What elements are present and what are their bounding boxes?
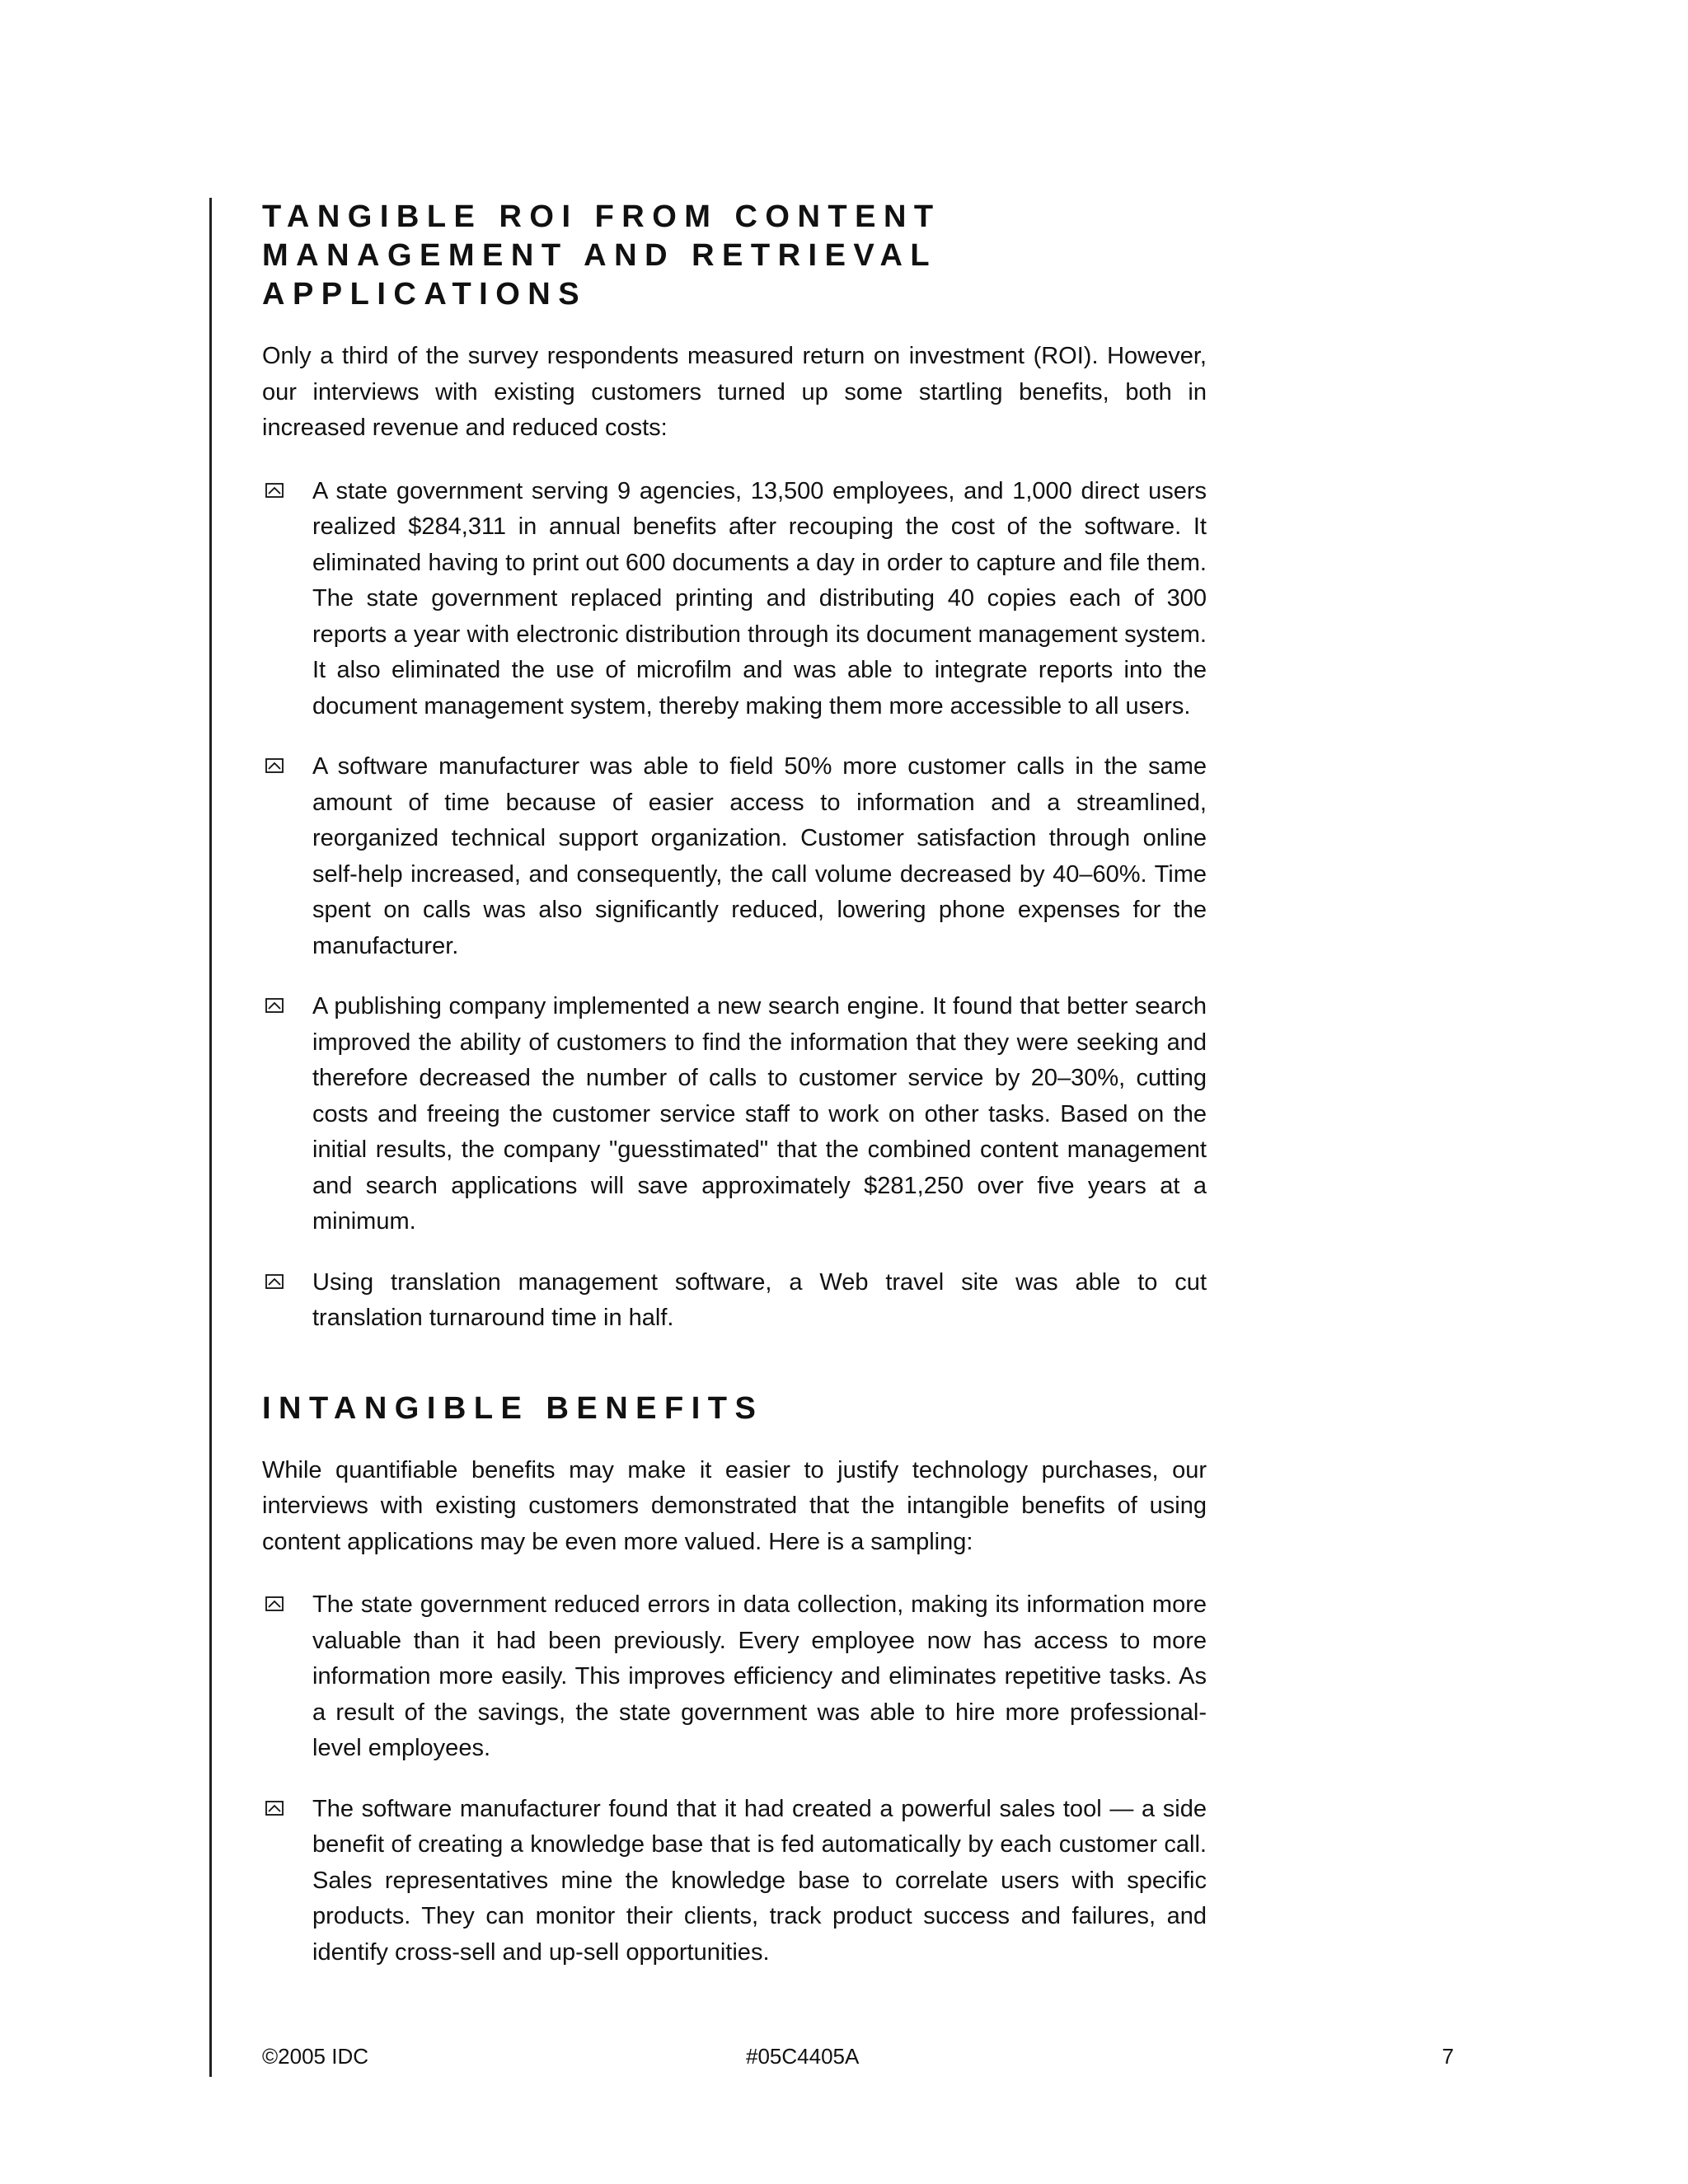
footer-page-number: 7 bbox=[1442, 2044, 1454, 2069]
list-item bbox=[262, 989, 1207, 1240]
bullet-text: A publishing company implemented a new search engine. It found that better search improved the ability of customers to find the information that they were seeking and therefore decreased the number of calls to customer service by 20–30%, cutting costs and freeing the customer service staff to work on other tasks. Based on the initial results, the company "guesstimated" that the combined content management and search applications will save approximately $281,250 over five years at a minimum. bbox=[312, 993, 1207, 1235]
section-intro-intangible-benefits: While quantifiable benefits may make it easier to justify technology purchases, our interviews with existing customers demonstrated that the intangible benefits of using content applications may be even more valued. Here is a sampling: bbox=[262, 1456, 1207, 1555]
section-heading-tangible-roi: TANGIBLE ROI FROM CONTENT MANAGEMENT AND RETRIEVAL APPLICATIONS bbox=[262, 199, 941, 312]
envelope-box-icon bbox=[265, 1801, 284, 1816]
list-item bbox=[262, 749, 1207, 964]
bullet-list-tangible-roi bbox=[262, 474, 1207, 1337]
list-item bbox=[262, 1265, 1207, 1337]
envelope-box-icon bbox=[265, 1596, 284, 1611]
footer-copyright: ©2005 IDC bbox=[262, 2044, 368, 2069]
section-heading-intangible-benefits: INTANGIBLE BENEFITS bbox=[262, 1390, 764, 1426]
bullet-list-intangible-benefits bbox=[262, 1587, 1207, 1971]
bullet-text: A software manufacturer was able to field 50% more customer calls in the same amount of time because of easier access to information and a streamlined, reorganized technical support organization. Customer satisfaction through online self-help increased, and consequently, the call volume decreased by 40–60%. Time spent on calls was also significantly reduced, lowering phone expenses for the manufacturer. bbox=[312, 753, 1207, 959]
envelope-box-icon bbox=[265, 998, 284, 1013]
envelope-box-icon bbox=[265, 758, 284, 773]
section-intro-tangible-roi: Only a third of the survey respondents measured return on investment (ROI). However, our interviews with existing customers turned up some startling benefits, both in increased revenue and reduced costs: bbox=[262, 343, 1207, 441]
list-item bbox=[262, 1587, 1207, 1767]
bullet-text: The software manufacturer found that it had created a powerful sales tool — a side benefit of creating a knowledge base that is fed automatically by each customer call. Sales representatives mine the knowledge base to correlate users with specific products. They can monitor their clients, track product success and failures, and identify cross-sell and up-sell opportunities. bbox=[312, 1795, 1207, 1966]
margin-rule bbox=[209, 198, 212, 2077]
document-body bbox=[262, 198, 1207, 1971]
envelope-box-icon bbox=[265, 1274, 284, 1289]
footer-document-id: #05C4405A bbox=[746, 2044, 860, 2069]
bullet-text: Using translation management software, a Web travel site was able to cut translation turnaround time in half. bbox=[312, 1268, 1207, 1331]
envelope-box-icon bbox=[265, 483, 284, 498]
bullet-text: The state government reduced errors in data collection, making its information more valuable than it had been previously. Every employee now has access to more information more easily. This improves efficiency and eliminates repetitive tasks. As a result of the savings, the state government was able to hire more professional-level employees. bbox=[312, 1591, 1207, 1761]
bullet-text: A state government serving 9 agencies, 13,500 employees, and 1,000 direct users realized $284,311 in annual benefits after recouping the cost of the software. It eliminated having to print out 600 documents a day in order to capture and file them. The state government replaced printing and distributing 40 copies each of 300 reports a year with electronic distribution through its document management system. It also eliminated the use of microfilm and was able to integrate reports into the document management system, thereby making them more accessible to all users. bbox=[312, 477, 1207, 719]
list-item bbox=[262, 474, 1207, 725]
list-item bbox=[262, 1792, 1207, 1971]
